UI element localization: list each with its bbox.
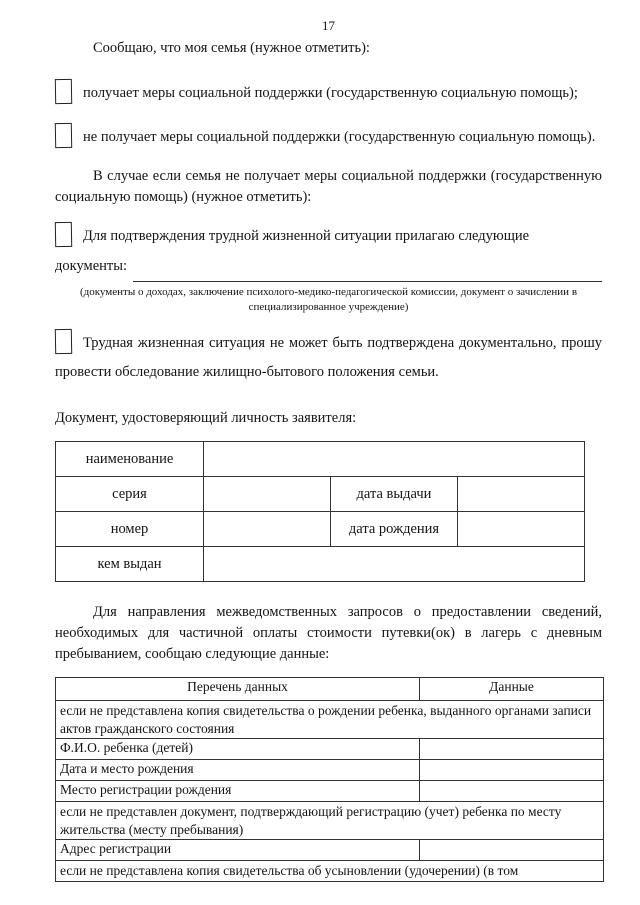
identity-heading: Документ, удостоверяющий личность заявителя:: [55, 410, 357, 427]
identity-name-label: наименование: [56, 442, 204, 477]
table-row: [56, 477, 585, 512]
identity-series-label: серия: [56, 477, 204, 512]
table-row: [56, 442, 585, 477]
table-row: [56, 739, 604, 760]
identity-issue-date-value[interactable]: [458, 477, 585, 512]
table-row: [56, 802, 604, 840]
identity-table: [55, 441, 585, 582]
checkbox-inspection-request[interactable]: [55, 328, 72, 353]
table-row: [56, 840, 604, 861]
data-table-header-left: Перечень данных: [56, 678, 420, 701]
documents-fill-row: [55, 252, 602, 282]
field-birth-date-place-label: Дата и место рождения: [56, 760, 420, 781]
table-row: [56, 781, 604, 802]
page-number: 17: [322, 18, 335, 33]
table-row: [56, 701, 604, 739]
option-documents-line1: [55, 222, 602, 252]
table-row: [56, 547, 585, 582]
option-documents-line1-label: Для подтверждения трудной жизненной ситуации прилагаю следующие: [83, 228, 530, 245]
identity-name-value[interactable]: [204, 442, 585, 477]
identity-series-value[interactable]: [204, 477, 331, 512]
option-documents-attached: [55, 222, 602, 314]
checkbox-not-receives-support[interactable]: [55, 123, 72, 148]
section-residence-registration: если не представлен документ, подтверждающий регистрацию (учет) ребенка по месту жительства (месту пребывания): [56, 802, 604, 840]
checkbox-receives-support[interactable]: [55, 79, 72, 104]
field-birth-date-place-value[interactable]: [420, 760, 604, 781]
checkbox-documents-attached[interactable]: [55, 222, 72, 247]
intro-text: Сообщаю, что моя семья (нужное отметить):: [93, 40, 370, 56]
field-child-name-label: Ф.И.О. ребенка (детей): [56, 739, 420, 760]
option-not-receives-support-label: не получает меры социальной поддержки (государственную социальную помощь).: [83, 128, 596, 145]
identity-issue-date-label: дата выдачи: [331, 477, 458, 512]
data-table-header-right: Данные: [420, 678, 604, 701]
option-not-receives-support: [55, 123, 602, 153]
option-inspection-label: Трудная жизненная ситуация не может быть подтверждена документально, прошу провести обследование жилищно-бытового положения семьи.: [55, 334, 602, 381]
request-paragraph: Для направления межведомственных запросов о предоставлении сведений, необходимых для частичной оплаты стоимости путевки(ок) в лагерь с дневным пребыванием, сообщаю следующие данные:: [55, 604, 602, 663]
section-adoption-certificate: если не представлена копия свидетельства об усыновлении (удочерении) (в том: [56, 861, 604, 882]
documents-label: документы:: [55, 258, 128, 275]
option-receives-support: [55, 79, 602, 109]
identity-issuer-label: кем выдан: [56, 547, 204, 582]
option-inspection-request: [55, 329, 602, 388]
identity-number-value[interactable]: [204, 512, 331, 547]
case-paragraph: В случае если семья не получает меры социальной поддержки (государственную социальную помощь) (нужное отметить):: [55, 168, 602, 206]
field-birth-registration-place-value[interactable]: [420, 781, 604, 802]
field-registration-address-label: Адрес регистрации: [56, 840, 420, 861]
table-row: [56, 861, 604, 882]
documents-footnote: (документы о доходах, заключение психолого-медико-педагогической комиссии, документ о зачислении в специализированное учреждение): [79, 285, 578, 313]
identity-birth-date-label: дата рождения: [331, 512, 458, 547]
identity-birth-date-value[interactable]: [458, 512, 585, 547]
table-row: [56, 512, 585, 547]
option-receives-support-label: получает меры социальной поддержки (государственную социальную помощь);: [83, 85, 578, 102]
field-child-name-value[interactable]: [420, 739, 604, 760]
field-birth-registration-place-label: Место регистрации рождения: [56, 781, 420, 802]
table-header-row: [56, 678, 604, 701]
section-birth-certificate: если не представлена копия свидетельства о рождении ребенка, выданного органами записи актов гражданского состояния: [56, 701, 604, 739]
table-row: [56, 760, 604, 781]
field-registration-address-value[interactable]: [420, 840, 604, 861]
documents-fill-line[interactable]: [133, 258, 602, 282]
identity-number-label: номер: [56, 512, 204, 547]
data-table: [55, 677, 604, 882]
identity-issuer-value[interactable]: [204, 547, 585, 582]
